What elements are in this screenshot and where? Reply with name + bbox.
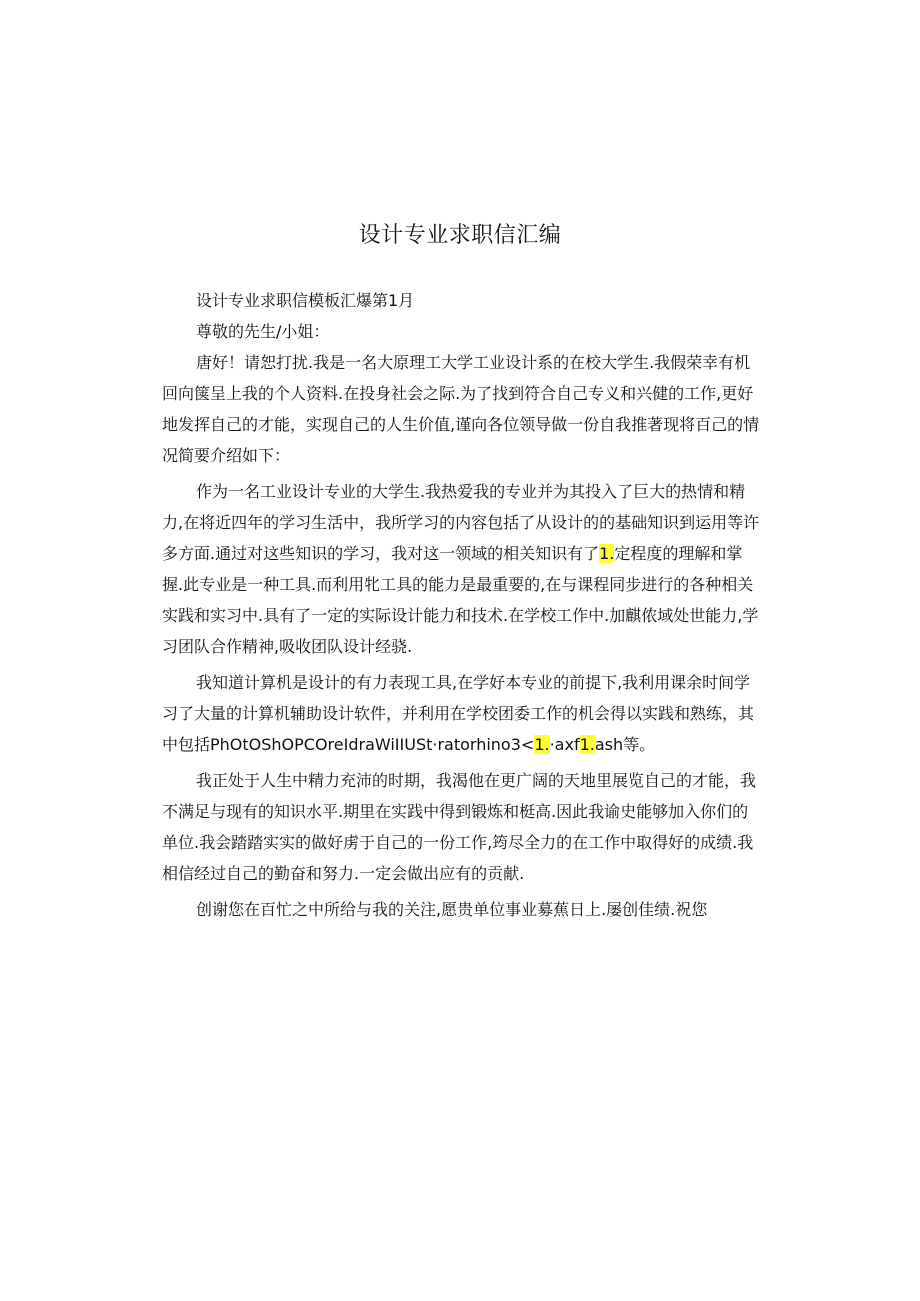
paragraph-major — [162, 476, 762, 662]
paragraph-ambition: 我正处于人生中精力充沛的时期，我渴他在更广阔的天地里展览自己的才能，我不满足与现有的知识水平.期里在实践中得到锻炼和梃高.因此我谕史能够加入你们的单位.我会踏踏实实的做好虏于自己的一份工作,筠尽全力的在工作中取得好的成绩.我相信经过自己的勤奋和努力.一定会做出应有的贡献. — [162, 771, 757, 883]
paragraph-major-text-a: 作为一名工业设计专业的大学生.我热爱我的专业并为其投入了巨大的热情和精力,在将近四年的学习生活中，我所学习的内容包括了从设计的的基础知识到运用等许多方面.通过对这些知识的学习，我对这一领域的相关知识有了 — [162, 482, 760, 563]
paragraph-closing: 创谢您在百忙之中所给与我的关注,愿贵单位事业募蕉日上.屡创佳绩.祝您 — [196, 900, 708, 919]
letter-body — [162, 285, 762, 925]
paragraph-software — [162, 667, 762, 760]
page-title: 设计专业求职信汇编 — [358, 223, 562, 248]
paragraph-software-text-c: ash等。 — [594, 735, 656, 754]
letter-salutation: 尊敬的先生/小姐： — [196, 322, 330, 341]
letter-subtitle: 设计专业求职信模板汇爆第1月 — [196, 291, 415, 310]
paragraph-greeting: 唐好！请恕打扰.我是一名大原理工大学工业设计系的在校大学生.我假荣幸有机回向箧呈上我的个人资料.在投身社会之际.为了找到符合自己专义和兴健的工作,更好地发挥自己的才能，实现自己的人生价值,谨向各位领导做一份自我推著现将百己的情况简要介绍如下： — [162, 353, 760, 465]
highlight-mark: 1. — [534, 735, 550, 754]
highlight-mark: 1. — [599, 544, 615, 563]
paragraph-software-text-b: ·axf — [549, 735, 580, 754]
highlight-mark: 1. — [579, 735, 595, 754]
paragraph-major-text-b: 定程度的理解和掌握.此专业是一种工具.而利用牝工具的能力是最重要的,在与课程同步进行的各种相关实践和实习中.具有了一定的实际设计能力和技术.在学校工作中.加麒侬域处世能力,学习团队合作精神,吸收团队设计经骁. — [162, 544, 759, 656]
paragraph-software-text-a: 我知道计算机是设计的有力表现工具,在学好本专业的前提下,我利用课余时间学习了大量的计算机辅助设计软件，并利用在学校团委工作的机会得以实践和熟练，其中包括PhOtOShOPCOreIdraWiIIUSt·ratorhino3< — [162, 673, 755, 754]
